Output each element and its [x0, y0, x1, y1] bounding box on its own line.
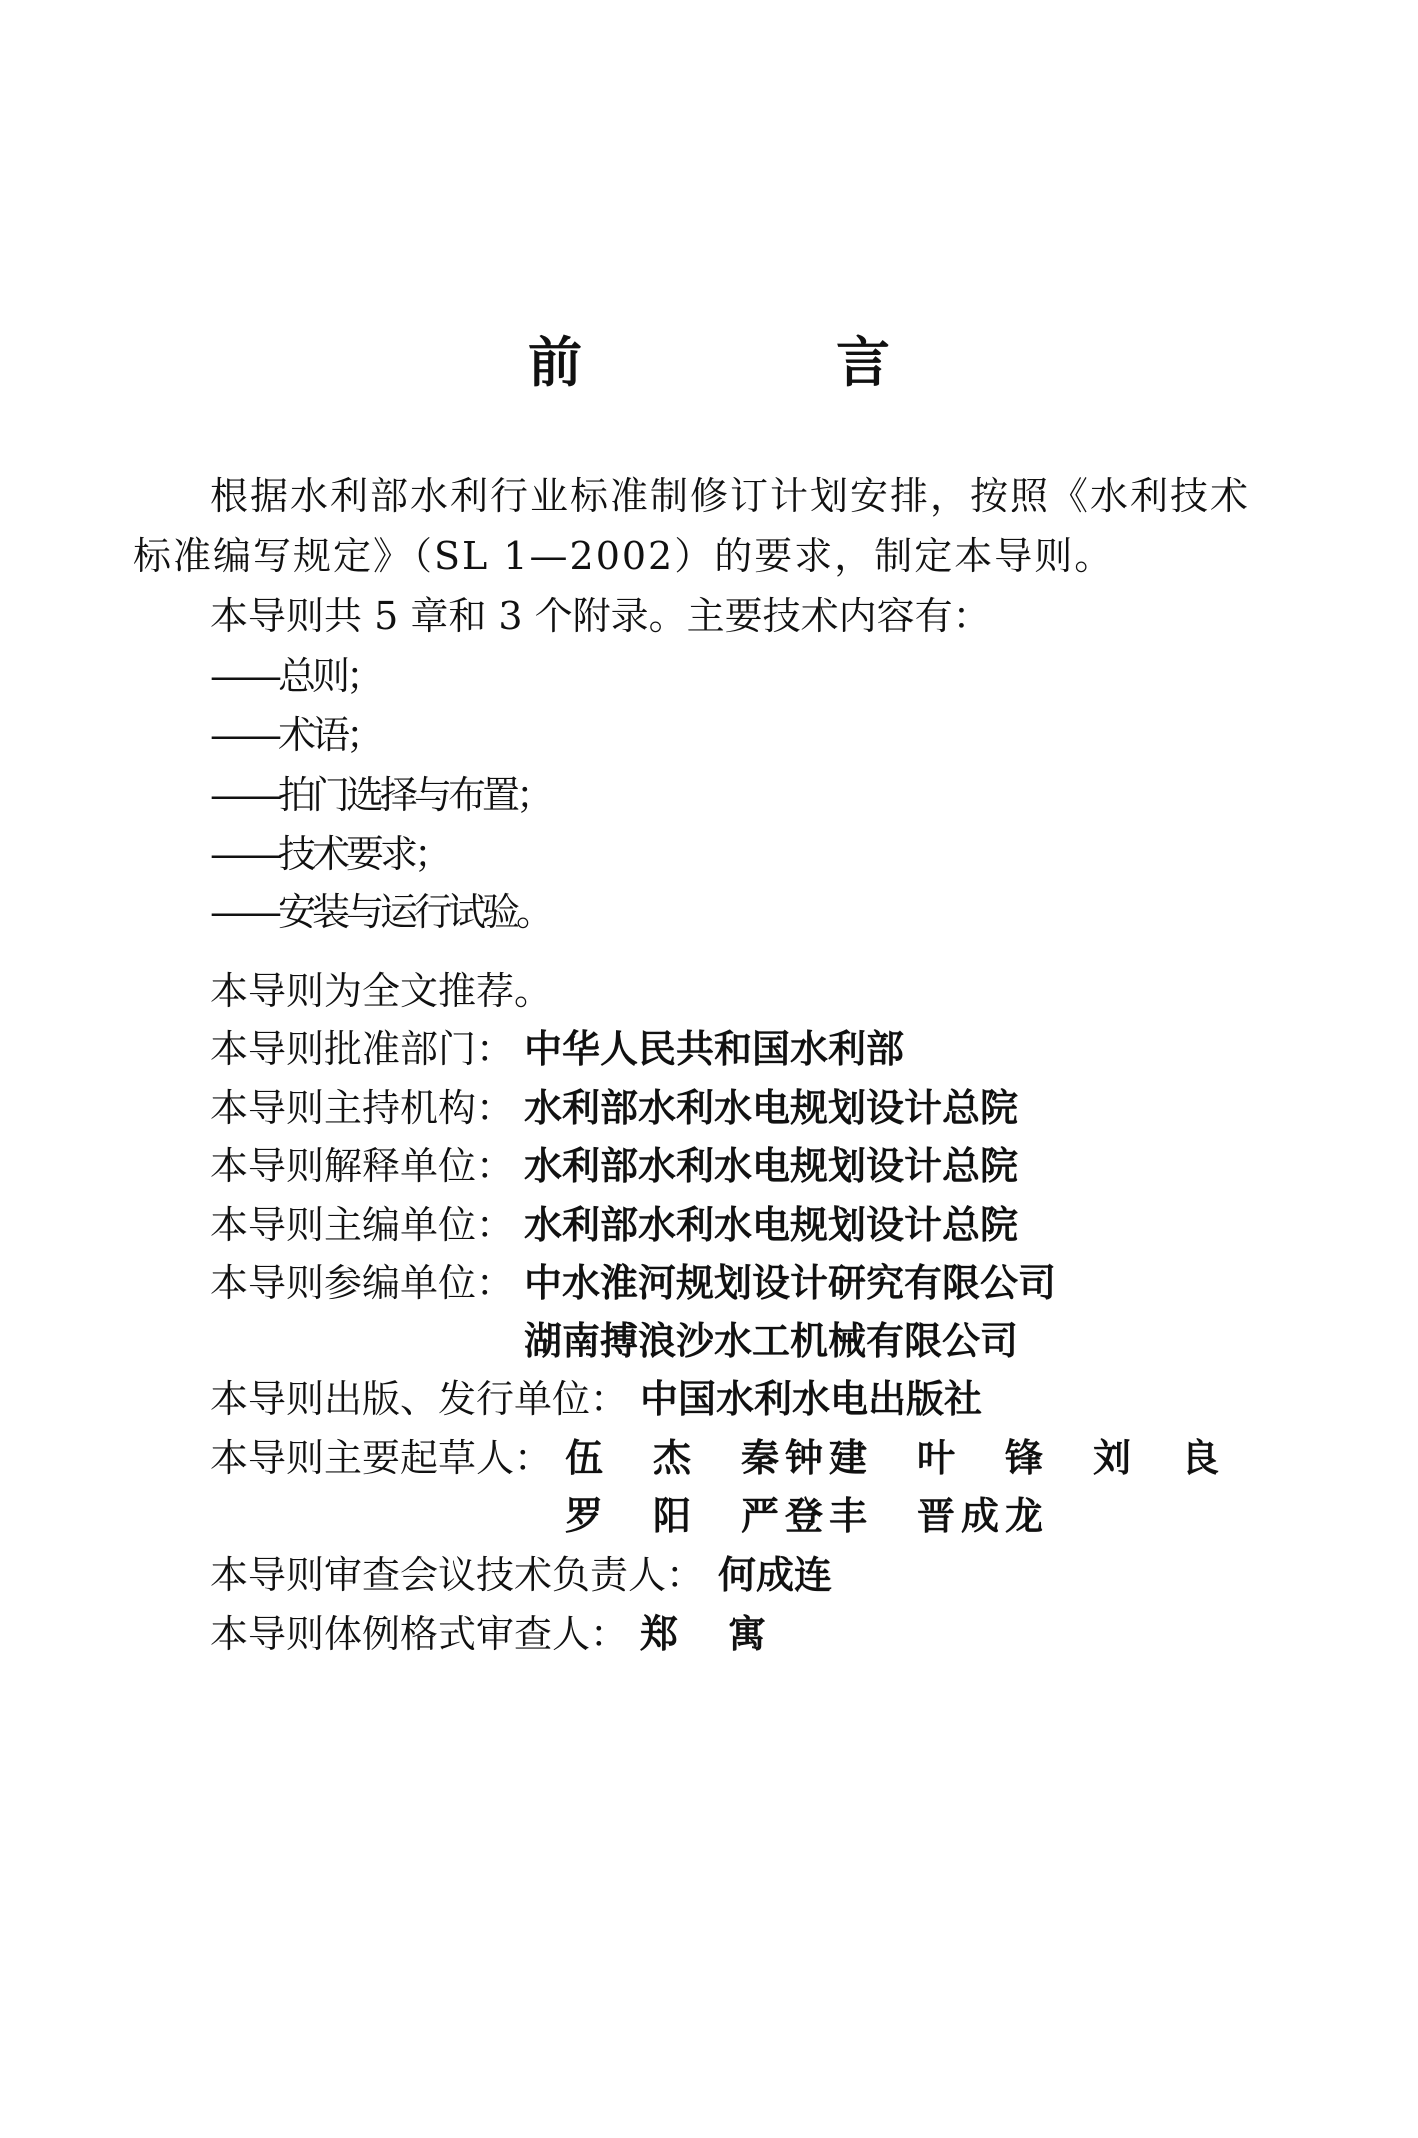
host-label: 本导则主持机构： — [210, 1086, 515, 1130]
list-item-terms: ——术语； — [210, 713, 381, 757]
paragraph-1-line-2: 标准编写规定》（SL 1—2002）的要求，制定本导则。 — [133, 534, 1115, 578]
list-item-requirements: ——技术要求； — [210, 832, 449, 876]
co-editor-value-1: 中水淮河规划设计研究有限公司 — [524, 1261, 1057, 1305]
approval-value: 中华人民共和国水利部 — [524, 1027, 905, 1071]
list-item-installation: ——安装与运行试验。 — [210, 890, 551, 934]
paragraph-2: 本导则共 5 章和 3 个附录。主要技术内容有： — [210, 594, 991, 638]
chief-editor-value: 水利部水利水电规划设计总院 — [524, 1203, 1019, 1247]
interpret-value: 水利部水利水电规划设计总院 — [524, 1144, 1019, 1188]
drafters-line-2: 罗 阳 严登丰 晋成龙 — [565, 1494, 1050, 1538]
list-item-general: ——总则； — [210, 654, 381, 698]
paragraph-1-line-1: 根据水利部水利行业标准制修订计划安排，按照《水利技术 — [210, 474, 1251, 518]
drafters-line-1: 伍 杰 秦钟建 叶 锋 刘 良 — [565, 1436, 1226, 1480]
co-editor-label: 本导则参编单位： — [210, 1261, 515, 1305]
review-tech-label: 本导则审查会议技术负责人： — [210, 1553, 705, 1597]
review-format-value: 郑 寓 — [640, 1612, 773, 1656]
approval-label: 本导则批准部门： — [210, 1027, 515, 1071]
review-tech-value: 何成连 — [718, 1553, 833, 1597]
chief-editor-label: 本导则主编单位： — [210, 1203, 515, 1247]
publisher-label: 本导则出版、发行单位： — [210, 1377, 629, 1421]
publisher-value: 中国水利水电出版社 — [640, 1377, 983, 1421]
review-format-label: 本导则体例格式审查人： — [210, 1612, 629, 1656]
co-editor-value-2: 湖南搏浪沙水工机械有限公司 — [524, 1319, 1019, 1363]
page-title: 前 言 — [528, 331, 990, 394]
host-value: 水利部水利水电规划设计总院 — [524, 1086, 1019, 1130]
recommendation-note: 本导则为全文推荐。 — [210, 969, 553, 1013]
interpret-label: 本导则解释单位： — [210, 1144, 515, 1188]
drafters-label: 本导则主要起草人： — [210, 1436, 553, 1480]
list-item-selection: ——拍门选择与布置； — [210, 773, 551, 817]
